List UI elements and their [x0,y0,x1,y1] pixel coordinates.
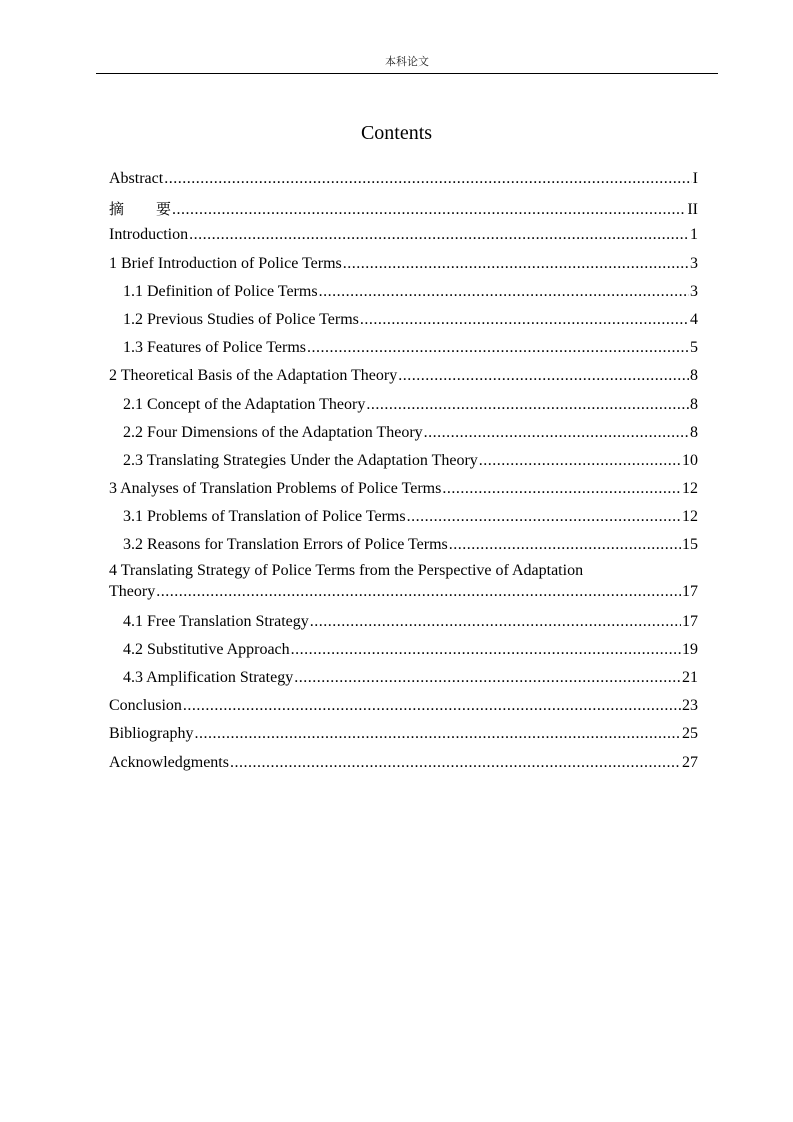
toc-entry-label: 1.3 Features of Police Terms [123,339,306,357]
toc-entry-abstract[interactable] [109,165,698,193]
dot-leader [366,396,689,414]
toc-entry-section-4-1[interactable] [109,608,698,636]
toc-entry-label: Introduction [109,226,189,244]
toc-entry-label: 1.1 Definition of Police Terms [123,282,318,300]
toc-entry-page: 8 [690,395,698,413]
toc-entry-label [109,198,171,219]
dot-leader [310,613,681,631]
toc-entry-page: I [692,170,698,187]
toc-entry-page: 23 [682,697,698,715]
toc-entry-page: 27 [682,753,698,771]
toc-entry-page: 21 [682,669,698,686]
toc-entry-label: Acknowledgments [109,753,229,771]
toc-entry-page: 8 [690,423,698,441]
toc-entry-page: 4 [690,310,698,328]
toc-entry-label: 3.2 Reasons for Translation Errors of Police Terms [123,536,448,554]
toc-entry-label: Bibliography [109,725,194,743]
toc-entry-section-2-2[interactable] [109,419,698,447]
toc-entry-label: 4.3 Amplification Strategy [123,669,294,686]
toc-entry-chapter-1[interactable] [109,250,698,278]
toc-entry-label: Conclusion [109,697,182,715]
toc-entry-page: 17 [682,612,698,630]
toc-entry-label: 4.1 Free Translation Strategy [123,612,309,630]
toc-entry-label: 2 Theoretical Basis of the Adaptation Theory [109,367,398,385]
toc-entry-section-1-3[interactable] [109,334,698,362]
toc-entry-label-line1: 4 Translating Strategy of Police Terms from the Perspective of Adaptation [109,561,584,579]
toc-entry-page: 8 [690,367,698,385]
toc-entry-section-2-1[interactable] [109,391,698,419]
toc-entry-bibliography[interactable] [109,720,698,748]
dot-leader [189,226,689,244]
toc-entry-page: 12 [682,508,698,526]
toc-entry-chapter-3[interactable] [109,475,698,503]
toc-entry-page: 3 [690,282,698,300]
header-rule [96,73,718,74]
toc-entry-section-1-1[interactable] [109,278,698,306]
dot-leader [183,697,681,715]
dot-leader [307,339,689,357]
toc-entry-label: 2.1 Concept of the Adaptation Theory [123,395,366,413]
dot-leader [172,201,686,219]
toc-entry-page: 3 [690,254,698,272]
toc-entry-section-2-3[interactable] [109,447,698,475]
toc-entry-page: 10 [682,451,698,469]
toc-entry-page: 17 [682,582,698,600]
toc-entry-page: 15 [682,536,698,554]
toc-entry-label-line2: Theory [109,582,156,600]
toc-entry-chinese-abstract[interactable] [109,193,698,221]
dot-leader [291,641,681,659]
toc-entry-conclusion[interactable] [109,692,698,720]
dot-leader [424,424,689,442]
dot-leader [449,536,681,554]
dot-leader [294,669,681,687]
dot-leader [442,480,681,498]
running-header: 本科论文 [385,55,429,68]
dot-leader [230,754,681,772]
toc-entry-page: II [687,201,698,219]
dot-leader [479,452,681,470]
toc-entry-page: 5 [690,339,698,357]
toc-entry-chapter-4[interactable] [109,560,698,608]
toc-entry-page: 12 [682,480,698,498]
dot-leader [360,311,689,329]
toc-entry-page: 1 [690,226,698,244]
toc-entry-section-1-2[interactable] [109,306,698,334]
toc-entry-section-3-2[interactable] [109,531,698,559]
toc-entry-section-4-3[interactable] [109,664,698,692]
toc-entry-label: 3.1 Problems of Translation of Police Terms [123,508,406,526]
toc-entry-label: 2.3 Translating Strategies Under the Adaptation Theory [123,451,478,469]
dot-leader [164,170,691,188]
toc-title: Contents [360,122,433,144]
dot-leader [156,583,681,601]
toc-entry-page: 19 [682,640,698,658]
toc-entry-chapter-2[interactable] [109,362,698,390]
toc-entry-label: 3 Analyses of Translation Problems of Police Terms [109,480,442,498]
dot-leader [319,283,689,301]
toc-entry-label: 2.2 Four Dimensions of the Adaptation Theory [123,423,423,441]
dot-leader [398,367,689,385]
toc-entry-label: 1 Brief Introduction of Police Terms [109,254,342,272]
toc-entry-label: 1.2 Previous Studies of Police Terms [123,310,359,328]
toc-label-char: 要 [156,200,172,219]
dot-leader [407,508,681,526]
dot-leader [343,255,689,273]
toc-entry-acknowledgments[interactable] [109,749,698,777]
table-of-contents [109,165,698,777]
toc-entry-label: 4.2 Substitutive Approach [123,640,290,658]
toc-entry-section-3-1[interactable] [109,503,698,531]
toc-label-char: 摘 [109,200,125,219]
toc-entry-label: Abstract [109,170,164,187]
dot-leader [194,725,681,743]
toc-entry-page: 25 [682,725,698,743]
toc-entry-section-4-2[interactable] [109,636,698,664]
toc-entry-introduction[interactable] [109,221,698,249]
